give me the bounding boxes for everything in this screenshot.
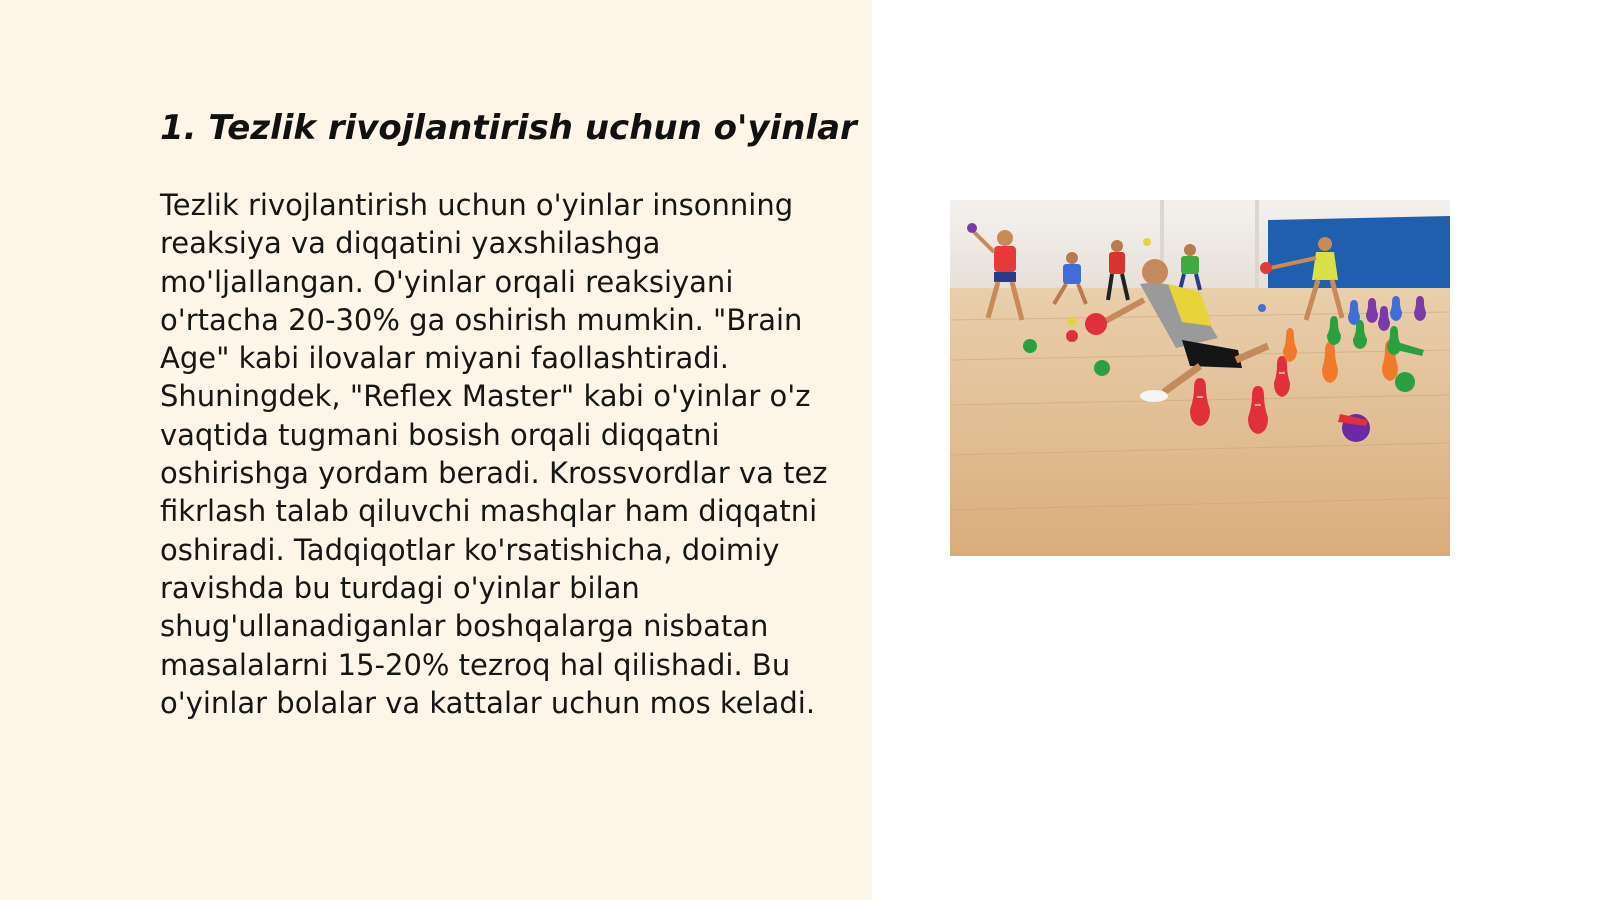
blue-ball (1258, 304, 1266, 312)
gym-game-illustration (950, 200, 1450, 556)
slide-title: 1. Tezlik rivojlantirish uchun o'yinlar (160, 108, 857, 148)
gym-game-photo (950, 200, 1450, 556)
green-ball (1395, 372, 1415, 392)
yellow-ball (1067, 317, 1077, 327)
red-ball (1066, 330, 1078, 342)
green-ball (1094, 360, 1110, 376)
yellow-ball (1143, 238, 1151, 246)
green-ball (1023, 339, 1037, 353)
slide-body-text: Tezlik rivojlantirish uchun o'yinlar insonning reaksiya va diqqatini yaxshilashga mo'ljallangan. O'yinlar orqali reaksiyani o'rtacha 20-30% ga oshirish mumkin. "Brain Age" kabi ilovalar miyani faollashtiradi. Shuningdek, "Reflex Master" kabi o'yinlar o'z vaqtida tugmani bosish orqali diqqatni oshirishga yordam beradi. Krossvordlar va tez fikrlash talab qiluvchi mashqlar ham diqqatni oshiradi. Tadqiqotlar ko'rsatishicha, doimiy ravishda bu turdagi o'yinlar bilan shug'ullanadiganlar boshqalarga nisbatan masalalarni 15-20% tezroq hal qilishadi. Bu o'yinlar bolalar va kattalar uchun mos keladi. (160, 188, 828, 720)
blue-wall-mat (1268, 216, 1450, 292)
